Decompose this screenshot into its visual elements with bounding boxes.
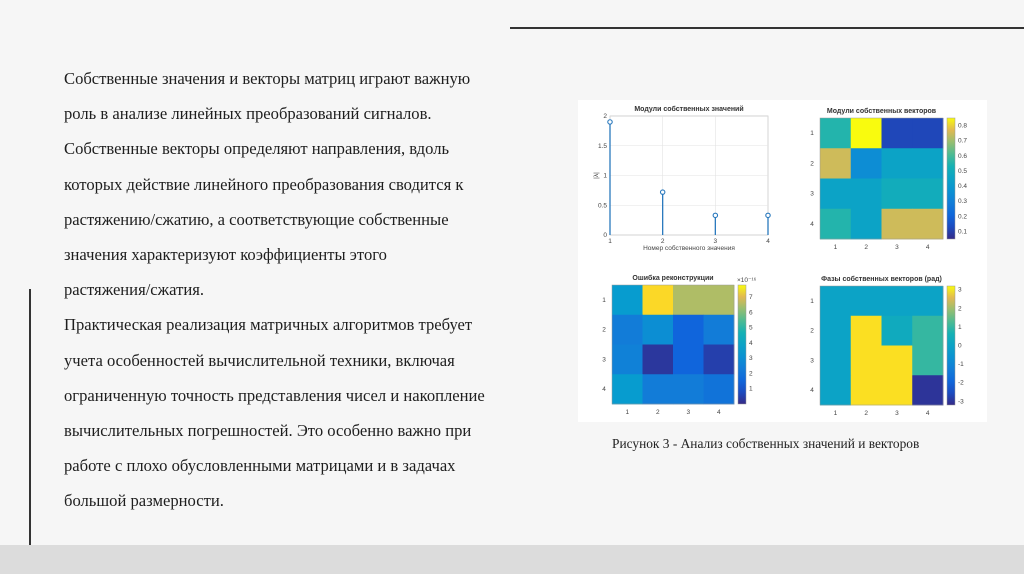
reconstruction-error-cell (643, 315, 674, 345)
reconstruction-error-colorbar-tick: 4 (749, 339, 753, 347)
eigvec-phase-cell (851, 375, 882, 405)
eigvec-modulus-row-label: 2 (810, 160, 814, 168)
eigvec-modulus-colorbar-tick: 0.6 (958, 152, 968, 160)
eigvec-modulus-cell (882, 118, 913, 149)
eigvec-phase-col-label: 2 (864, 410, 868, 417)
eigvec-modulus-row-label: 3 (810, 190, 814, 198)
eigvec-phase-cell (882, 316, 913, 346)
reconstruction-error-colorbar-tick: 6 (749, 309, 753, 317)
reconstruction-error-cell (643, 374, 674, 404)
eigvec-modulus-cell (820, 209, 851, 240)
stem-marker (608, 120, 612, 124)
reconstruction-error-title: Ошибка реконструкции (632, 275, 714, 282)
stem-xtick-label: 4 (766, 238, 770, 245)
eigvec-phase-cell (820, 316, 851, 346)
reconstruction-error-cell (704, 374, 735, 404)
reconstruction-error-cell (612, 315, 643, 345)
stem-yaxis-label: |λ| (593, 172, 600, 179)
eigvec-phase-cell (882, 375, 913, 405)
stem-marker (766, 213, 770, 217)
eigvec-modulus-cell (820, 118, 851, 149)
eigvec-modulus-title: Модули собственных векторов (826, 108, 937, 115)
stem-xtick-label: 3 (713, 238, 718, 245)
reconstruction-error-cell (673, 285, 704, 315)
stem-ytick-label: 0.5 (597, 202, 607, 210)
stem-marker (660, 190, 664, 194)
paragraph-implementation: Практическая реализация матричных алгоритмов требует учета особенностей вычислительной техники, включая ограниченную точность представления чисел и накопление вычислительных погрешностей. Это особенно важно при работе с плохо обусловленными матрицами и в задачах большой размерности. (64, 315, 485, 511)
footer-band (0, 545, 1024, 574)
stem-marker (713, 213, 717, 217)
stem-plot-title: Модули собственных значений (634, 106, 744, 113)
reconstruction-error-colorbar-tick: 2 (749, 370, 753, 378)
eigvec-phase-col-label: 1 (833, 410, 838, 417)
eigvec-modulus-col-label: 3 (895, 244, 899, 251)
eigvec-phase-cell (912, 346, 943, 376)
eigvec-phase-colorbar-tick: 1 (958, 323, 962, 331)
eigvec-modulus-cell (882, 179, 913, 210)
eigvec-modulus-cell (851, 118, 882, 149)
eigvec-modulus-colorbar-tick: 0.8 (958, 122, 968, 130)
reconstruction-error-row-label: 1 (602, 296, 606, 304)
eigvec-modulus-row-label: 1 (810, 130, 814, 138)
eigvec-phase-col-label: 4 (925, 410, 930, 417)
eigvec-modulus-cell (851, 148, 882, 179)
eigvec-modulus-cell (820, 148, 851, 179)
eigvec-phase-row-label: 3 (810, 357, 814, 365)
eigvec-modulus-colorbar-tick: 0.4 (958, 183, 968, 191)
reconstruction-error-row-label: 4 (602, 386, 606, 394)
reconstruction-error-colorbar (738, 285, 746, 404)
stem-ytick-label: 0 (603, 232, 607, 239)
stem-xtick-label: 1 (608, 238, 612, 245)
slide-body-text (64, 61, 579, 519)
top-divider-line (510, 27, 1024, 29)
eigvec-phase-row-label: 1 (810, 297, 814, 305)
eigvec-phase-cell (851, 346, 882, 376)
figure-eigen-analysis (578, 100, 987, 422)
eigvec-modulus-colorbar (947, 118, 955, 239)
eigvec-phase-row-label: 2 (810, 327, 814, 335)
reconstruction-error-cell (643, 345, 674, 375)
reconstruction-error-cell (704, 285, 735, 315)
reconstruction-error-cell (673, 345, 704, 375)
eigvec-modulus-cell (882, 148, 913, 179)
eigvec-phase-colorbar-tick: -2 (958, 379, 964, 387)
eigvec-modulus-cell (851, 209, 882, 240)
reconstruction-error-colorbar-tick: 3 (749, 355, 753, 363)
reconstruction-error-cell (704, 315, 735, 345)
stem-ytick-label: 2 (603, 113, 607, 120)
eigvec-modulus-cell (820, 179, 851, 210)
eigvec-modulus-cell (912, 148, 943, 179)
eigvec-phase-colorbar (947, 286, 955, 405)
eigvec-modulus-colorbar-tick: 0.5 (958, 167, 968, 175)
reconstruction-error-cell (673, 315, 704, 345)
eigvec-phase-colorbar-tick: 3 (958, 286, 962, 294)
eigvec-modulus-col-label: 2 (864, 244, 868, 251)
reconstruction-error-colorbar-tick: 1 (749, 385, 753, 393)
reconstruction-error-col-label: 4 (716, 409, 721, 416)
eigvec-phase-col-label: 3 (895, 410, 899, 417)
stem-ytick-label: 1.5 (597, 142, 607, 150)
reconstruction-error-cell (612, 345, 643, 375)
eigvec-phase-cell (882, 346, 913, 376)
eigvec-phase-colorbar-tick: 0 (958, 342, 962, 350)
reconstruction-error-cell (612, 285, 643, 315)
stem-xtick-label: 2 (660, 238, 665, 245)
reconstruction-error-col-label: 3 (686, 409, 691, 416)
eigvec-modulus-col-label: 1 (833, 244, 838, 251)
eigvec-phase-title: Фазы собственных векторов (рад) (821, 276, 942, 283)
eigvec-modulus-cell (882, 209, 913, 240)
eigvec-phase-cell (882, 286, 913, 316)
figure-canvas (578, 100, 987, 422)
eigvec-phase-cell (820, 286, 851, 316)
eigvec-modulus-colorbar-tick: 0.3 (958, 198, 968, 206)
eigvec-modulus-colorbar-tick: 0.1 (958, 228, 968, 236)
eigvec-phase-colorbar-tick: -1 (958, 361, 964, 369)
stem-xaxis-label: Номер собственного значения (643, 245, 735, 252)
reconstruction-error-cell (612, 374, 643, 404)
eigvec-modulus-colorbar-tick: 0.7 (958, 137, 968, 145)
eigvec-phase-cell (912, 316, 943, 346)
left-divider-line (29, 289, 31, 574)
eigvec-phase-cell (851, 316, 882, 346)
eigvec-modulus-colorbar-tick: 0.2 (958, 213, 968, 221)
reconstruction-error-col-label: 1 (625, 409, 630, 416)
stem-ytick-label: 1 (603, 172, 607, 180)
reconstruction-error-cell (643, 285, 674, 315)
eigvec-phase-colorbar-tick: -3 (958, 398, 964, 406)
reconstruction-error-cell (704, 345, 735, 375)
eigvec-modulus-cell (851, 179, 882, 210)
eigvec-modulus-cell (912, 209, 943, 240)
reconstruction-error-col-label: 2 (655, 409, 660, 416)
reconstruction-error-exponent-label: ×10⁻¹⁶ (737, 277, 757, 284)
eigvec-modulus-cell (912, 118, 943, 149)
paragraph-eigen-intro: Собственные значения и векторы матриц играют важную роль в анализе линейных преобразований сигналов. Собственные векторы определяют направления, вдоль которых действие линейного преобразования сводится к растяжению/сжатию, а соответствующие собственные значения характеризуют коэффициенты этого растяжения/сжатия. (64, 69, 471, 300)
eigvec-phase-colorbar-tick: 2 (958, 305, 962, 313)
eigvec-modulus-col-label: 4 (925, 244, 930, 251)
eigvec-phase-cell (820, 346, 851, 376)
reconstruction-error-cell (673, 374, 704, 404)
reconstruction-error-row-label: 2 (602, 326, 606, 334)
eigvec-phase-cell (912, 286, 943, 316)
eigvec-modulus-cell (912, 179, 943, 210)
eigvec-phase-cell (820, 375, 851, 405)
reconstruction-error-colorbar-tick: 7 (749, 294, 753, 302)
eigvec-phase-cell (912, 375, 943, 405)
figure-caption: Рисунок 3 - Анализ собственных значений и векторов (612, 436, 920, 451)
eigvec-phase-cell (851, 286, 882, 316)
reconstruction-error-row-label: 3 (602, 356, 606, 364)
reconstruction-error-colorbar-tick: 5 (749, 324, 753, 332)
eigvec-phase-row-label: 4 (810, 387, 814, 395)
eigvec-modulus-row-label: 4 (810, 220, 814, 228)
